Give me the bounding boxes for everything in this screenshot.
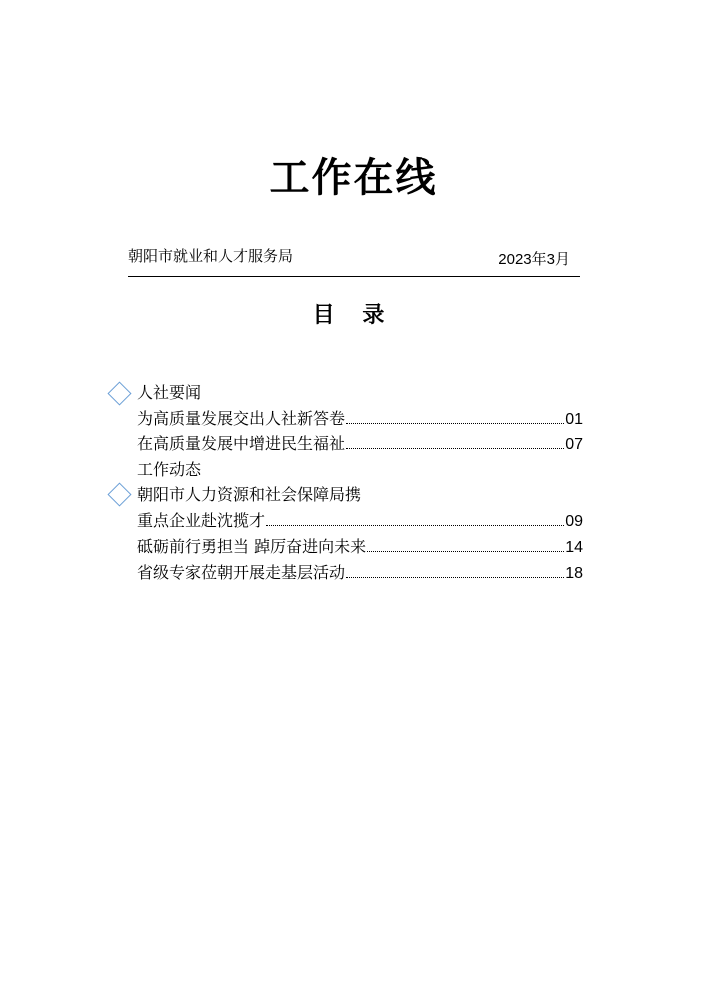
diamond-bullet-icon <box>107 482 131 506</box>
toc-heading: 目 录 <box>312 303 395 328</box>
toc-section-title: 人社要闻 <box>137 383 202 402</box>
organization-name: 朝阳市就业和人才服务局 <box>128 247 294 265</box>
toc-section-title: 工作动态 <box>137 460 202 479</box>
document-title: 工作在线 <box>269 155 438 201</box>
toc-leader-dots <box>346 577 564 578</box>
toc-leader-dots <box>367 551 564 552</box>
toc-entry-page: 14 <box>565 539 583 556</box>
diamond-bullet-icon <box>107 381 131 405</box>
toc-entry[interactable] <box>137 536 583 559</box>
toc-leader-dots <box>346 448 564 449</box>
toc-entry-page: 01 <box>565 411 583 428</box>
toc-entry[interactable] <box>137 433 583 456</box>
toc-leader-dots <box>346 423 564 424</box>
toc-entry-page: 18 <box>565 565 583 582</box>
toc-entry[interactable] <box>137 408 583 431</box>
toc-entry-page: 09 <box>565 513 583 530</box>
toc-entry-title: 重点企业赴沈揽才 <box>137 511 266 530</box>
toc-leader-dots <box>266 525 564 526</box>
toc-entry-title: 在高质量发展中增进民生福祉 <box>137 434 346 453</box>
toc-entry[interactable] <box>137 510 583 533</box>
toc-entry-title: 省级专家莅朝开展走基层活动 <box>137 563 346 582</box>
toc-entry-page: 07 <box>565 436 583 453</box>
toc-entry-title: 砥砺前行勇担当 踔厉奋进向未来 <box>137 537 367 556</box>
toc-entry[interactable] <box>137 562 583 585</box>
toc-entry-title-line1: 朝阳市人力资源和社会保障局携 <box>137 485 362 504</box>
header-divider <box>128 276 580 277</box>
issue-date: 2023年3月 <box>498 251 570 268</box>
toc-entry-title: 为高质量发展交出人社新答卷 <box>137 409 346 428</box>
